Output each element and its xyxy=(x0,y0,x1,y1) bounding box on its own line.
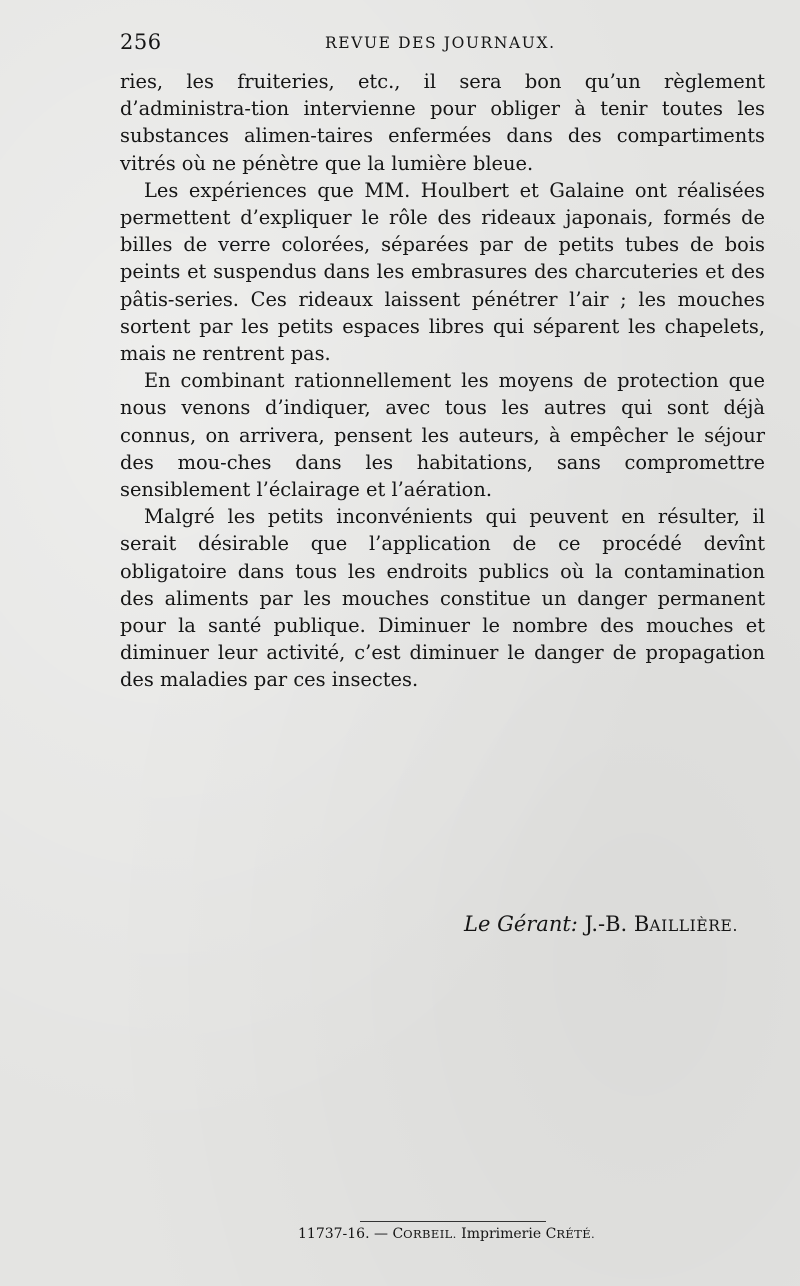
printer-rule xyxy=(360,1221,546,1222)
signature-line xyxy=(464,912,738,936)
printer-name-initial: C xyxy=(545,1226,557,1242)
printer-city-rest: ORBEIL. xyxy=(403,1227,457,1241)
article-body xyxy=(120,68,765,694)
printer-imprint xyxy=(298,1226,595,1242)
signature-name-prefix: J.-B. B xyxy=(584,912,650,936)
signature-name xyxy=(585,912,738,936)
printer-city-initial: C xyxy=(392,1226,404,1242)
signature-role: Le Gérant: xyxy=(464,912,578,936)
signature-name-rest: AILLIÈRE. xyxy=(649,917,738,935)
printer-imprimerie: Imprimerie xyxy=(456,1226,546,1242)
paragraph-continuation: ries, les fruiteries, etc., il sera bon qu’un règlement d’administra-tion intervienne pour obliger à tenir toutes les substances alimen-taires enfermées dans des compartiments vitrés où ne pénètre que la lumière bleue. xyxy=(120,70,765,175)
printer-name-rest: RÉTÉ. xyxy=(556,1227,596,1241)
paragraph-public-health: Malgré les petits inconvénients qui peuvent en résulter, il serait désirable que l’application de ce procédé devînt obligatoire dans tous les endroits publics où la contamination des aliments par les mouches constitue un danger permanent pour la santé publique. Diminuer le nombre des mouches et diminuer leur activité, c’est diminuer le danger de propagation des maladies par ces insectes. xyxy=(120,505,765,692)
running-title: REVUE DES JOURNAUX. xyxy=(325,34,556,52)
printer-number: 11737-16. — xyxy=(298,1226,393,1242)
page-number: 256 xyxy=(120,30,162,54)
page-header xyxy=(120,30,765,58)
paragraph-japanese-curtains: Les expériences que MM. Houlbert et Galaine ont réalisées permettent d’expliquer le rôle des rideaux japonais, formés de billes de verre colorées, séparées par de petits tubes de bois peints et suspendus dans les embrasures des charcuteries et des pâtis-series. Ces rideaux laissent pénétrer l’air ; les mouches sortent par les petits espaces libres qui séparent les chapelets, mais ne rentrent pas. xyxy=(120,178,765,366)
paragraph-protection-methods: En combinant rationnellement les moyens de protection que nous venons d’indiquer, avec tous les autres qui sont déjà connus, on arrivera, pensent les auteurs, à empêcher le séjour des mou-ches dans les habitations, sans compromettre sensiblement l’éclairage et l’aération. xyxy=(120,369,765,502)
